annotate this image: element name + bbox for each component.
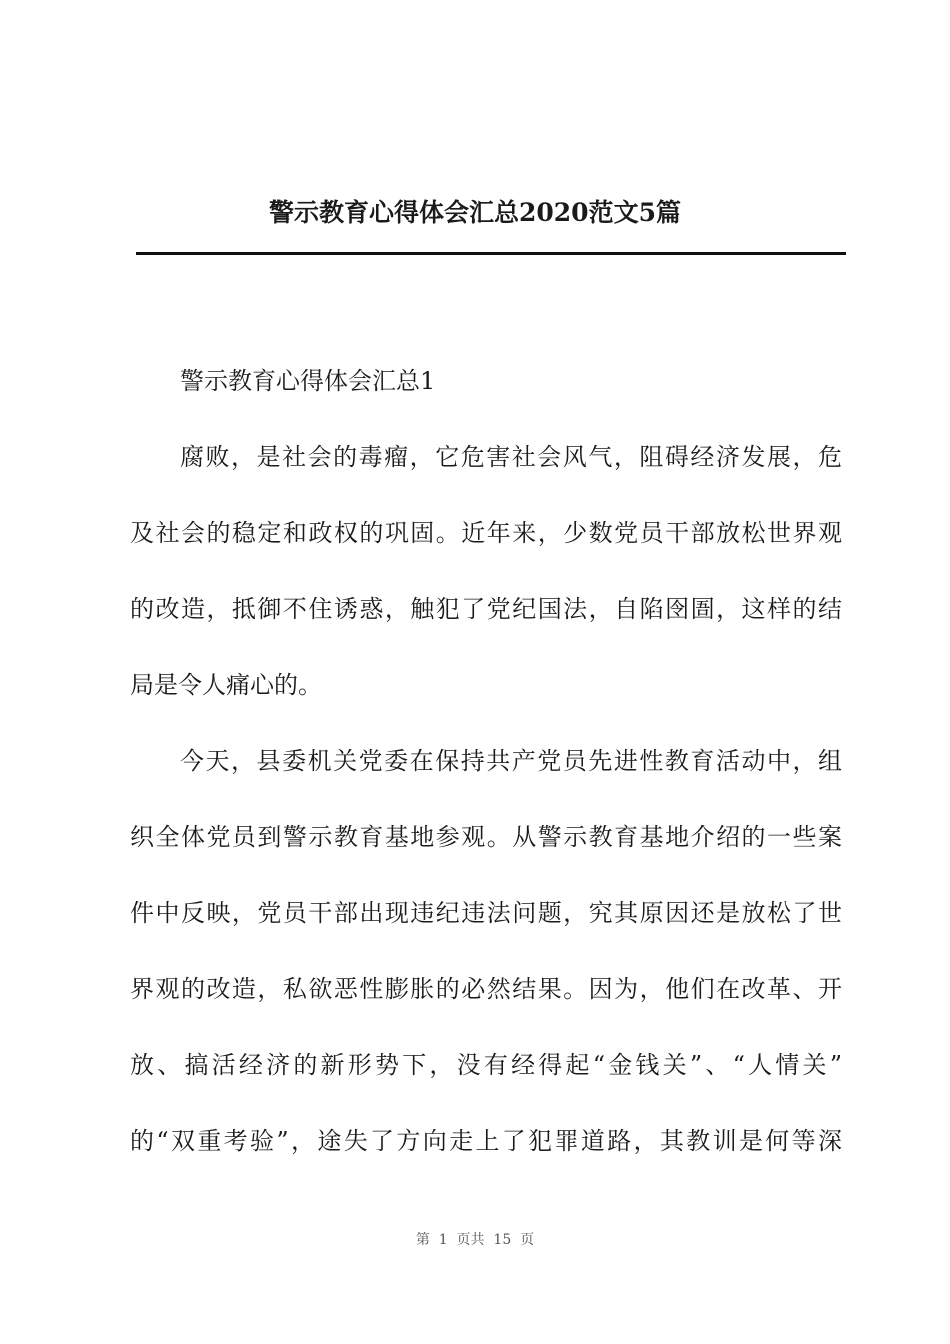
paragraph-line: 今天，县委机关党委在保持共产党员先进性教育活动中，组 (180, 747, 842, 775)
paragraph-line: 及社会的稳定和政权的巩固。近年来，少数党员干部放松世界观 (130, 519, 842, 547)
paragraph-line: 局是令人痛心的。 (130, 671, 322, 699)
paragraph-line: 的“双重考验”，途失了方向走上了犯罪道路，其教训是何等深 (130, 1127, 842, 1155)
paragraph-line: 的改造，抵御不住诱惑，触犯了党纪国法，自陷囹圄，这样的结 (130, 595, 842, 623)
document-body (130, 343, 842, 1179)
paragraph-line: 腐败，是社会的毒瘤，它危害社会风气，阻碍经济发展，危 (180, 443, 842, 471)
paragraph-line: 织全体党员到警示教育基地参观。从警示教育基地介绍的一些案 (130, 823, 842, 851)
paragraph-line: 件中反映，党员干部出现违纪违法问题，究其原因还是放松了世 (130, 899, 842, 927)
document-title: 警示教育心得体会汇总2020范文5篇 (269, 198, 681, 227)
paragraph-line: 放、搞活经济的新形势下，没有经得起“金钱关”、“人情关” (130, 1051, 842, 1079)
paragraph-1 (130, 419, 842, 723)
paragraph-line: 界观的改造，私欲恶性膨胀的必然结果。因为，他们在改革、开 (130, 975, 842, 1003)
page-footer: 第 1 页共 15 页 (415, 1232, 535, 1248)
paragraph-2 (130, 723, 842, 1179)
section-heading: 警示教育心得体会汇总1 (180, 367, 436, 395)
title-divider (136, 252, 846, 255)
